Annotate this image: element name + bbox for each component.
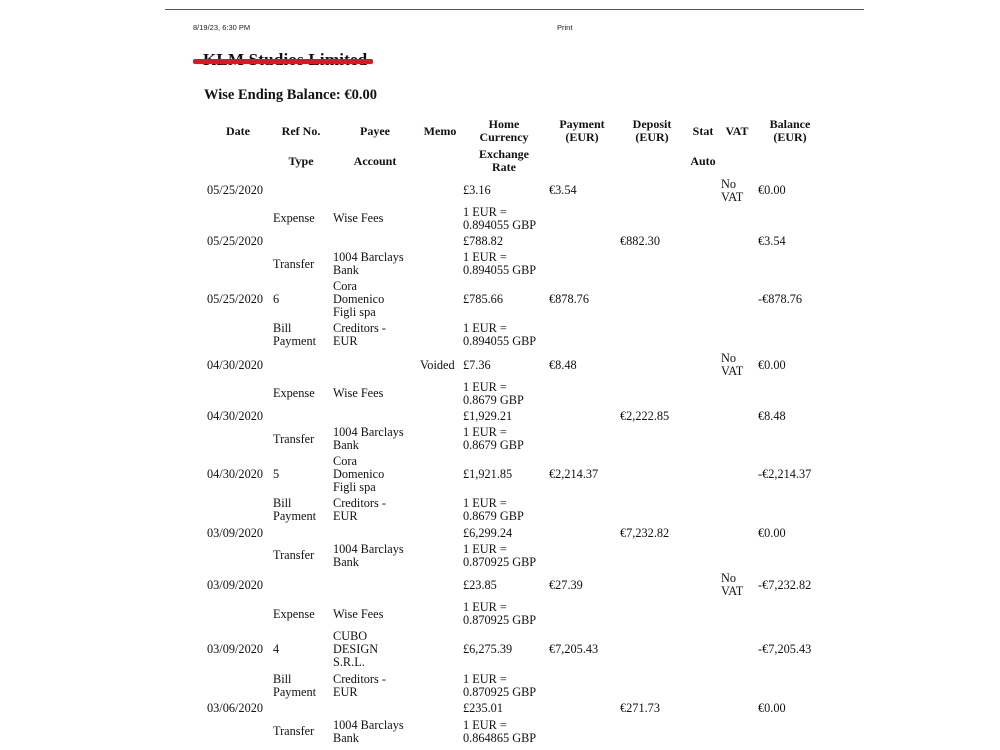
col-account: Account (353, 154, 397, 168)
txn-deposit: €271.73 (620, 701, 660, 715)
txn-payment: €27.39 (549, 578, 583, 592)
txn-balance: €0.00 (758, 183, 786, 197)
txn-home: £6,275.39 (463, 642, 513, 656)
txn-balance: -€7,232.82 (758, 578, 812, 592)
col-vat: VAT (725, 124, 749, 138)
txn-balance: -€878.76 (758, 292, 803, 306)
txn-date: 03/09/2020 (207, 642, 264, 656)
txn-ref: 4 (273, 642, 280, 656)
txn-rate: 1 EUR = 0.894055 GBP (463, 321, 537, 348)
txn-vat: No VAT (721, 351, 744, 378)
txn-account: 1004 Barclays Bank (333, 250, 404, 277)
txn-account: 1004 Barclays Bank (333, 542, 404, 569)
txn-home: £785.66 (463, 292, 503, 306)
txn-date: 04/30/2020 (207, 409, 264, 423)
txn-deposit: €882.30 (620, 234, 660, 248)
txn-deposit: €2,222.85 (620, 409, 670, 423)
txn-date: 04/30/2020 (207, 467, 264, 481)
txn-home: £3.16 (463, 183, 491, 197)
txn-account: Wise Fees (333, 386, 384, 400)
txn-account: 1004 Barclays Bank (333, 718, 404, 745)
txn-home: £788.82 (463, 234, 503, 248)
txn-home: £6,299.24 (463, 526, 513, 540)
txn-balance: €3.54 (758, 234, 786, 248)
print-title: Print (557, 23, 573, 32)
txn-account: Creditors - EUR (333, 672, 386, 699)
txn-memo: Voided (420, 358, 455, 372)
txn-date: 03/09/2020 (207, 578, 264, 592)
col-auto: Auto (690, 154, 716, 168)
txn-payment: €2,214.37 (549, 467, 599, 481)
txn-account: Creditors - EUR (333, 496, 386, 523)
txn-type: Expense (273, 607, 315, 621)
txn-rate: 1 EUR = 0.870925 GBP (463, 672, 537, 699)
txn-type: Transfer (273, 548, 315, 562)
txn-home: £1,929.21 (463, 409, 513, 423)
txn-type: Bill Payment (273, 672, 317, 699)
txn-account: Creditors - EUR (333, 321, 386, 348)
txn-payee: Cora Domenico Figli spa (333, 454, 385, 494)
txn-account: Wise Fees (333, 211, 384, 225)
txn-home: £1,921.85 (463, 467, 513, 481)
txn-rate: 1 EUR = 0.894055 GBP (463, 205, 537, 232)
top-rule (165, 9, 864, 10)
txn-vat: No VAT (721, 177, 744, 204)
col-deposit: Deposit (EUR) (632, 117, 672, 144)
txn-rate: 1 EUR = 0.870925 GBP (463, 542, 537, 569)
txn-vat: No VAT (721, 571, 744, 598)
txn-rate: 1 EUR = 0.8679 GBP (463, 496, 524, 523)
txn-type: Bill Payment (273, 496, 317, 523)
txn-rate: 1 EUR = 0.8679 GBP (463, 425, 524, 452)
col-type: Type (288, 154, 314, 168)
redaction-strike (193, 59, 373, 64)
col-home-currency: Home Currency (479, 117, 529, 144)
txn-payment: €3.54 (549, 183, 577, 197)
txn-type: Transfer (273, 432, 315, 446)
txn-rate: 1 EUR = 0.870925 GBP (463, 600, 537, 627)
col-ref-no: Ref No. (281, 124, 321, 138)
txn-type: Transfer (273, 257, 315, 271)
txn-account: Wise Fees (333, 607, 384, 621)
txn-type: Expense (273, 211, 315, 225)
col-exchange-rate: Exchange Rate (478, 147, 529, 174)
txn-date: 03/06/2020 (207, 701, 264, 715)
txn-date: 03/09/2020 (207, 526, 264, 540)
txn-payment: €8.48 (549, 358, 577, 372)
ending-balance: Wise Ending Balance: €0.00 (204, 87, 377, 103)
col-stat: Stat (692, 124, 714, 138)
col-payee: Payee (360, 124, 390, 138)
txn-type: Expense (273, 386, 315, 400)
txn-payee: Cora Domenico Figli spa (333, 279, 385, 319)
txn-home: £7.36 (463, 358, 491, 372)
txn-balance: -€7,205.43 (758, 642, 812, 656)
txn-rate: 1 EUR = 0.894055 GBP (463, 250, 537, 277)
txn-type: Bill Payment (273, 321, 317, 348)
txn-balance: €0.00 (758, 358, 786, 372)
col-payment: Payment (EUR) (559, 117, 605, 144)
txn-payment: €7,205.43 (549, 642, 599, 656)
txn-ref: 6 (273, 292, 280, 306)
txn-rate: 1 EUR = 0.8679 GBP (463, 380, 524, 407)
txn-rate: 1 EUR = 0.864865 GBP (463, 718, 537, 745)
col-memo: Memo (423, 124, 457, 138)
col-balance: Balance (EUR) (769, 117, 811, 144)
txn-ref: 5 (273, 467, 280, 481)
txn-payee: CUBO DESIGN S.R.L. (333, 629, 379, 669)
txn-deposit: €7,232.82 (620, 526, 670, 540)
txn-balance: €8.48 (758, 409, 786, 423)
txn-balance: €0.00 (758, 526, 786, 540)
txn-date: 05/25/2020 (207, 292, 264, 306)
txn-balance: €0.00 (758, 701, 786, 715)
txn-account: 1004 Barclays Bank (333, 425, 404, 452)
txn-date: 04/30/2020 (207, 358, 264, 372)
txn-payment: €878.76 (549, 292, 589, 306)
txn-type: Transfer (273, 724, 315, 738)
print-datetime: 8/19/23, 6:30 PM (193, 23, 251, 32)
txn-home: £23.85 (463, 578, 497, 592)
txn-date: 05/25/2020 (207, 234, 264, 248)
col-date: Date (226, 124, 250, 138)
company-name-block (203, 50, 367, 70)
txn-home: £235.01 (463, 701, 503, 715)
txn-balance: -€2,214.37 (758, 467, 812, 481)
txn-date: 05/25/2020 (207, 183, 264, 197)
